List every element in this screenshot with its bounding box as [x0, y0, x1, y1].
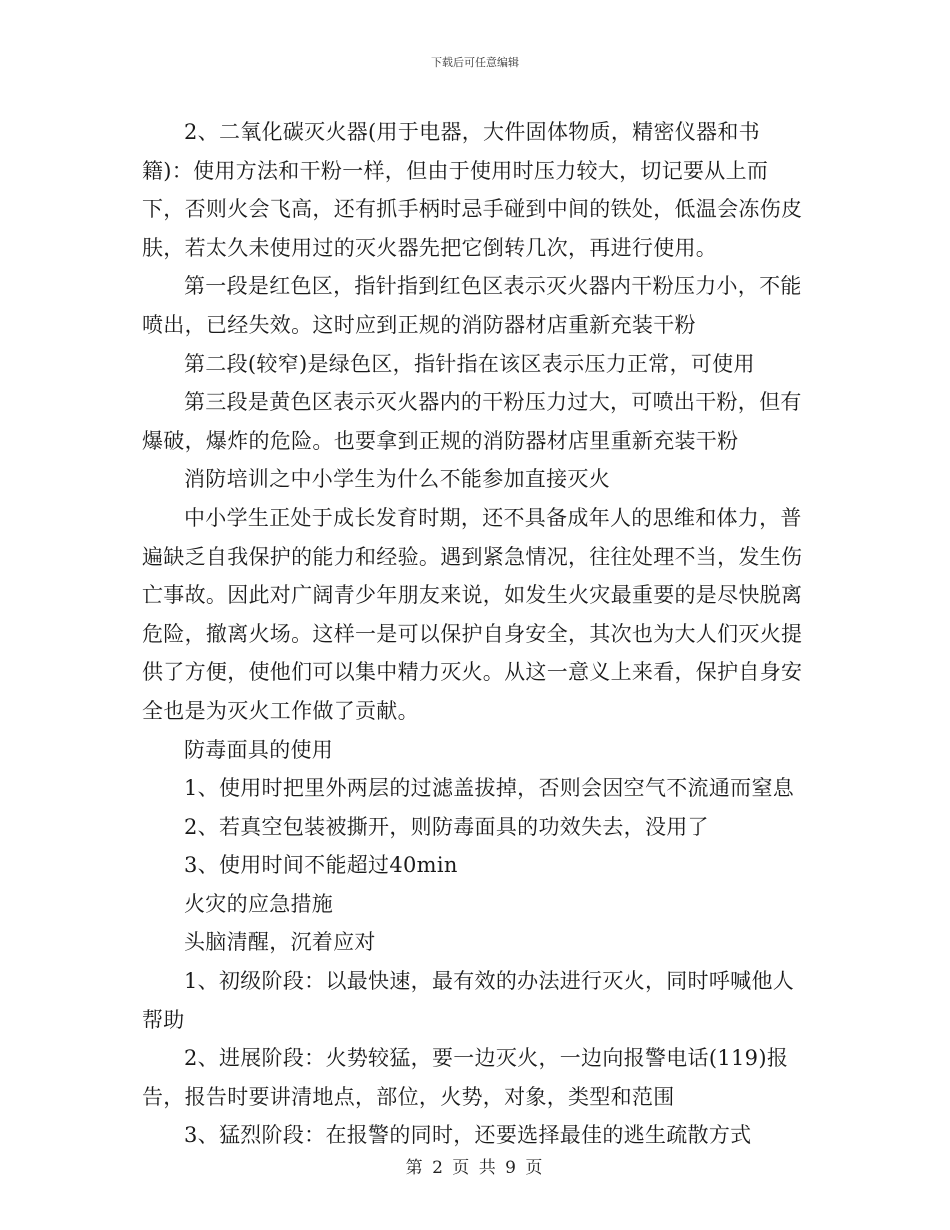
paragraph-stay-calm: 头脑清醒，沉着应对	[184, 930, 376, 955]
page-footer: 第 2 页 共 9 页	[405, 1158, 545, 1178]
paragraph-co2-extinguisher: 2、二氧化碳灭火器(用于电器，大件固体物质，精密仪器和书籍)：使用方法和干粉一样，但由于使用时压力较大，切记要从上而下，否则火会飞高，还有抓手柄时忌手碰到中间的铁处，低温会冻伤皮肤，若太久未使用过的灭火器先把它倒转几次，再进行使用。	[142, 120, 803, 260]
list-item-gas-mask-3: 3、使用时间不能超过40min	[184, 853, 458, 878]
paragraph-green-zone: 第二段(较窄)是绿色区，指针指在该区表示压力正常，可使用	[184, 351, 755, 376]
list-item-stage-3: 3、猛烈阶段：在报警的同时，还要选择最佳的逃生疏散方式	[184, 1123, 752, 1148]
section-heading-gas-mask: 防毒面具的使用	[184, 737, 334, 762]
list-item-gas-mask-1: 1、使用时把里外两层的过滤盖拔掉，否则会因空气不流通而窒息	[184, 776, 795, 801]
list-item-stage-2: 2、进展阶段：火势较猛，要一边灭火，一边向报警电话(119)报告，报告时要讲清地点，部位，火势，对象，类型和范围	[142, 1046, 789, 1109]
section-heading-students: 消防培训之中小学生为什么不能参加直接灭火	[184, 467, 610, 492]
list-item-stage-1: 1、初级阶段：以最快速，最有效的办法进行灭火，同时呼喊他人帮助	[142, 969, 795, 1032]
document-body	[142, 113, 806, 1155]
paragraph-red-zone: 第一段是红色区，指针指到红色区表示灭火器内干粉压力小，不能喷出，已经失效。这时应到正规的消防器材店重新充装干粉	[142, 274, 802, 337]
page-header: 下载后可任意编辑	[431, 56, 519, 69]
section-heading-emergency: 火灾的应急措施	[184, 891, 334, 916]
paragraph-students: 中小学生正处于成长发育时期，还不具备成年人的思维和体力，普遍缺乏自我保护的能力和经验。遇到紧急情况，往往处理不当，发生伤亡事故。因此对广阔青少年朋友来说，如发生火灾最重要的是尽快脱离危险，撤离火场。这样一是可以保护自身安全，其次也为大人们灭火提供了方便，使他们可以集中精力灭火。从这一意义上来看，保护自身安全也是为灭火工作做了贡献。	[142, 505, 803, 723]
paragraph-yellow-zone: 第三段是黄色区表示灭火器内的干粉压力过大，可喷出干粉，但有爆破，爆炸的危险。也要拿到正规的消防器材店里重新充装干粉	[142, 390, 802, 453]
list-item-gas-mask-2: 2、若真空包装被撕开，则防毒面具的功效失去，没用了	[184, 814, 709, 839]
